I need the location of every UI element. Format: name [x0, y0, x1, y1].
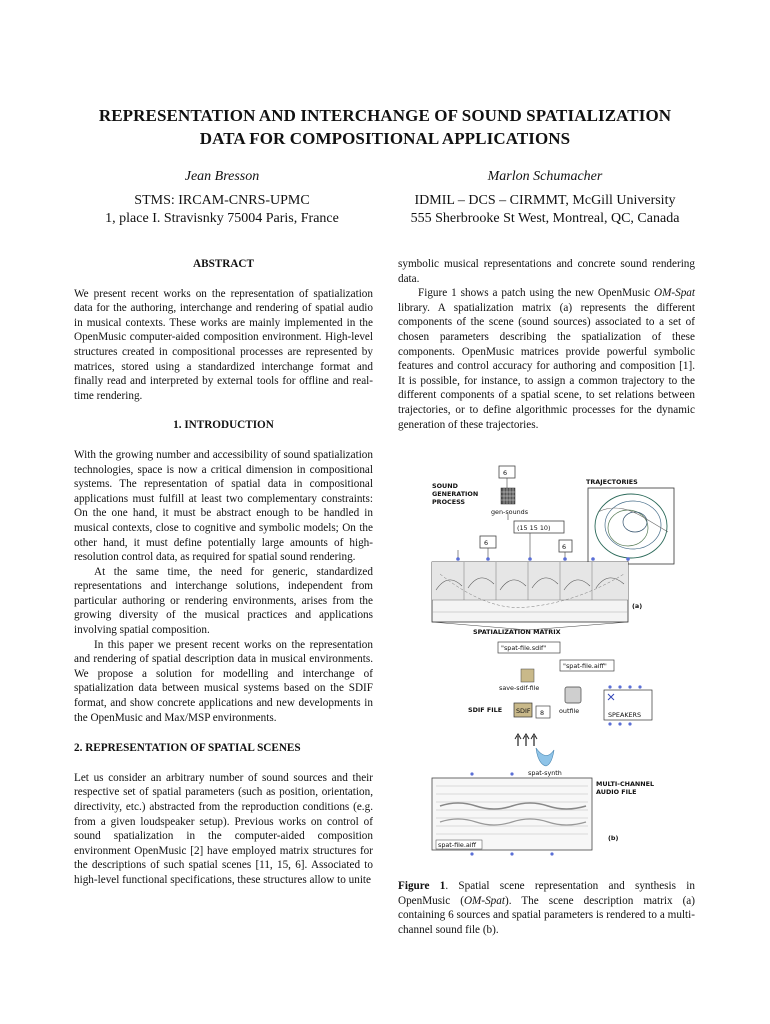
patch-diagram [428, 462, 690, 862]
trajectories-label: TRAJECTORIES [586, 478, 638, 486]
right-paragraph-2: Figure 1 shows a patch using the new OpenMusic OM-Spat library. A spatialization matrix (a) represents the different components of the scene (sound sources) associated to a set of chosen parameters describing the spatialization of these components. OpenMusic matrices provide powerful symbolic features and control accuracy for authoring and composition [1]. It is possible, for instance, to assign a common trajectory to the different components of a spatial scene, to set relations between trajectories, or to define algorithmic processes for the dynamic generation of these trajectories. [398, 287, 695, 431]
figure-1-caption: Figure 1. Spatial scene representation and synthesis in OpenMusic (OM-Spat). The scene description matrix (a) containing 6 sources and spatial parameters is rendered to a multi-channel sound file (b). [398, 880, 695, 936]
author-affiliation: STMS: IRCAM-CNRS-UPMC [134, 193, 310, 208]
representation-paragraph-1: Let us consider an arbitrary number of sound sources and their respective set of spatial parameters (such as position, orientation, directivity, etc.) abstracted from the reproduction conditions (e.g. from a given loudspeaker setup). Previous works on control of sound spatialization in the computer-aided composition environment OpenMusic [2] have employed matrix structures for the descriptions of such spatial scenes [11, 15, 6]. Associated to high-level functional specifications, these structures allow to unite [74, 771, 373, 886]
file-name-value: "spat-file.sdif" [501, 644, 547, 652]
save-sdif-icon [521, 669, 534, 682]
representation-heading: 2. REPRESENTATION OF SPATIAL SCENES [74, 742, 301, 755]
right-column [398, 257, 695, 432]
sound-gen-label-3: PROCESS [432, 498, 466, 506]
spat-synth-icon [536, 748, 554, 766]
right-paragraph-1: symbolic musical representations and concrete sound rendering data. [398, 258, 695, 285]
sdif-icon-text: SDIF [516, 707, 531, 715]
spat-synth-label: spat-synth [528, 769, 562, 777]
number-box-value: 6 [562, 543, 567, 551]
intro-paragraph-2: At the same time, the need for generic, standardized representations and interchange solutions, independent from particular authoring or rendering environments, arises from the growing diversity of the musical practices and applications involving spatial composition. [74, 565, 373, 637]
outfile-label: outfile [559, 707, 580, 715]
number-box-value: 6 [503, 469, 508, 477]
author-name: Jean Bresson [184, 169, 260, 184]
paper-title [0, 104, 770, 150]
aiff-file-label: spat-file.aiff [438, 841, 476, 849]
sound-gen-label-1: SOUND [432, 482, 458, 490]
matrix-label: SPATIALIZATION MATRIX [473, 628, 561, 636]
multichannel-label-1: MULTI-CHANNEL [596, 780, 655, 788]
introduction-heading: 1. INTRODUCTION [173, 419, 274, 432]
label-a: (a) [632, 602, 643, 610]
audio-file-editor [432, 778, 592, 850]
trajectories-editor [588, 488, 674, 564]
author-block-2 [360, 168, 730, 228]
speakers-label: SPEAKERS [608, 711, 642, 719]
multichannel-label-2: AUDIO FILE [596, 788, 637, 796]
left-column [74, 257, 373, 888]
label-b: (b) [608, 834, 619, 842]
outfile-icon [565, 687, 581, 703]
gen-sounds-label: gen-sounds [491, 508, 529, 516]
sdif-file-label: SDIF FILE [468, 706, 503, 714]
abstract-heading: ABSTRACT [193, 258, 254, 270]
gen-sounds-icon [501, 488, 515, 504]
list-box-value: (15 15 10) [517, 524, 551, 532]
caption-label: Figure 1 [398, 880, 446, 892]
author-name: Marlon Schumacher [487, 169, 603, 184]
number-box-value: 8 [540, 709, 545, 717]
abstract-text: We present recent works on the representation of spatialization data for the authoring, interchange and rendering of spatial audio in musical contexts. These works are mainly implemented in the OpenMusic computer-aided composition environment. High-level structures created in compositional processes are represented by matrices, stored using a standardized interchange format and finally read and interpreted by external tools for offline and real-time rendering. [74, 287, 373, 402]
author-address: 1, place I. Stravisnky 75004 Paris, France [105, 211, 339, 226]
intro-paragraph-1: With the growing number and accessibility of sound spatialization technologies, space is now a critical dimension in compositional systems. The representation of spatial data in compositional applications must fulfill at least two complementary constraints: On the one hand, it must be abstract enough to be handled in musical contexts, close to cognitive and symbolic models; On the other hand, it must define potentially large amounts of high-resolution control data, as required for spatial sound rendering. [74, 448, 373, 564]
author-address: 555 Sherbrooke St West, Montreal, QC, Canada [410, 211, 680, 226]
sound-gen-label-2: GENERATION [432, 490, 479, 498]
author-affiliation: IDMIL – DCS – CIRMMT, McGill University [414, 193, 676, 208]
number-box-value: 6 [484, 539, 489, 547]
intro-paragraph-3: In this paper we present recent works on the representation and rendering of spatial description data in musical environments. We propose a solution for modelling and interchange of spatialization data between musical systems based on the SDIF format, and show concrete applications and new developments in the OpenMusic and Max/MSP environments. [74, 638, 373, 724]
spatialization-matrix [432, 562, 628, 622]
title-line-1: REPRESENTATION AND INTERCHANGE OF SOUND SPATIALIZATION [98, 106, 672, 125]
figure-1-patch [428, 462, 690, 862]
save-sdif-label: save-sdif-file [499, 684, 540, 692]
file-name-value: "spat-file.aiff" [563, 662, 607, 670]
author-block-1 [52, 168, 392, 228]
title-line-2: DATA FOR COMPOSITIONAL APPLICATIONS [199, 129, 571, 148]
